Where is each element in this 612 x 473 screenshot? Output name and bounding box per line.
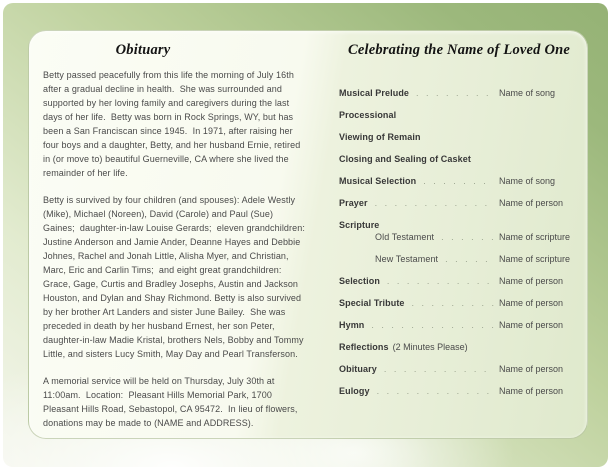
service-item-label: New Testament: [375, 254, 439, 264]
dotted-leader: [441, 230, 494, 244]
service-item-value: Name of song: [499, 176, 556, 186]
obituary-panel: [43, 41, 307, 443]
service-item-special-tribute: [339, 296, 579, 310]
dotted-leader: [371, 318, 494, 332]
service-item-label: Hymn: [339, 320, 365, 330]
service-item-label: Eulogy: [339, 386, 370, 396]
service-item-old-testament: [339, 230, 579, 244]
service-item-value: Name of person: [499, 298, 564, 308]
service-item-label: Closing and Sealing of Casket: [339, 154, 471, 164]
service-item-value: Name of person: [499, 364, 564, 374]
service-item-note: (2 Minutes Please): [392, 342, 468, 352]
service-item-musical-prelude: [339, 86, 579, 100]
service-item-label: Old Testament: [375, 232, 435, 242]
obituary-title: Obituary: [115, 42, 171, 58]
service-item-value: Name of song: [499, 88, 556, 98]
obituary-paragraph-1: Betty passed peacefully from this life the morning of July 16th after a gradual decline in health. She was surrounded and supported by her loving family and caregivers during the last days of her life. Betty was born in Rock Springs, WY, but has been a San Franciscan since 1945. In 1971, after raising her four boys and a daughter, Betty, and her husband Ernie, retired in (or move to) beautiful Guerneville, CA where she lived the remainder of her life.: [43, 70, 303, 178]
service-item-obituary: [339, 362, 579, 376]
service-item-closing-and-sealing-of-casket: [339, 152, 579, 166]
obituary-paragraph-3: A memorial service will be held on Thursday, July 30th at 11:00am. Location: Pleasant Hills Memorial Park, 1700 Pleasant Hills Road, Sebastopol, CA 95472. In lieu of flowers, donations may be made to (NAME and ADDRESS).: [43, 376, 301, 428]
service-item-value: Name of person: [499, 198, 564, 208]
service-items: [339, 86, 579, 398]
program-card: [28, 30, 588, 439]
service-item-label: Scripture: [339, 220, 380, 230]
dotted-leader: [416, 86, 494, 100]
dotted-leader: [423, 174, 494, 188]
service-item-new-testament: [339, 252, 579, 266]
service-item-label: Musical Selection: [339, 176, 417, 186]
service-item-value: Name of person: [499, 386, 564, 396]
obituary-text: [43, 68, 307, 430]
service-item-musical-selection: [339, 174, 579, 188]
service-item-label: Special Tribute: [339, 298, 405, 308]
service-item-label: Reflections: [339, 342, 389, 352]
service-item-value: Name of person: [499, 276, 564, 286]
service-item-eulogy: [339, 384, 579, 398]
service-item-value: Name of scripture: [499, 232, 571, 242]
service-item-selection: [339, 274, 579, 288]
dotted-leader: [377, 384, 494, 398]
service-item-reflections: [339, 340, 579, 354]
obituary-paragraph-2: Betty is survived by four children (and spouses): Adele Westly (Mike), Michael (Noreen), David (Carole) and Paul (Sue) Gaines; daughter-in-law Louise Gerards; eleven grandchildren: Justine Anderson and Jamie Ander, Deanne Hayes and Debbie Johnes, Rachel and Jonah Little, Alisha Myer, and Christian, Marc, Eric and Carlin Tims; and eight great grandchildren: Grace, Gage, Curtis and Bradley Josephs, Austin and Jackson Houston, and Dylan and Shay Richmond. Betty is also survived by her brother Art Landers and sister June Bailey. She was preceded in death by her husband Ernest, her son Peter, daughter-in-law Madie Kristal, brothers Nels, Bobby and Tommy Little, and sisters Lucy Smith, May Day and Pearl Transferson.: [43, 195, 308, 359]
dotted-leader: [384, 362, 494, 376]
service-title: Celebrating the Name of Loved One: [347, 42, 571, 58]
service-item-label: Processional: [339, 110, 397, 120]
service-item-prayer: [339, 196, 579, 210]
service-item-value: Name of person: [499, 320, 564, 330]
service-item-label: Obituary: [339, 364, 377, 374]
service-item-label: Prayer: [339, 198, 368, 208]
service-item-label: Musical Prelude: [339, 88, 410, 98]
service-item-processional: [339, 108, 579, 122]
dotted-leader: [387, 274, 494, 288]
order-of-service-panel: [339, 41, 579, 406]
service-item-hymn: [339, 318, 579, 332]
dotted-leader: [412, 296, 494, 310]
service-item-value: Name of scripture: [499, 254, 571, 264]
service-item-label: Selection: [339, 276, 380, 286]
green-frame-background: [3, 3, 608, 467]
dotted-leader: [445, 252, 494, 266]
service-item-viewing-of-remain: [339, 130, 579, 144]
service-item-label: Viewing of Remain: [339, 132, 421, 142]
dotted-leader: [375, 196, 494, 210]
